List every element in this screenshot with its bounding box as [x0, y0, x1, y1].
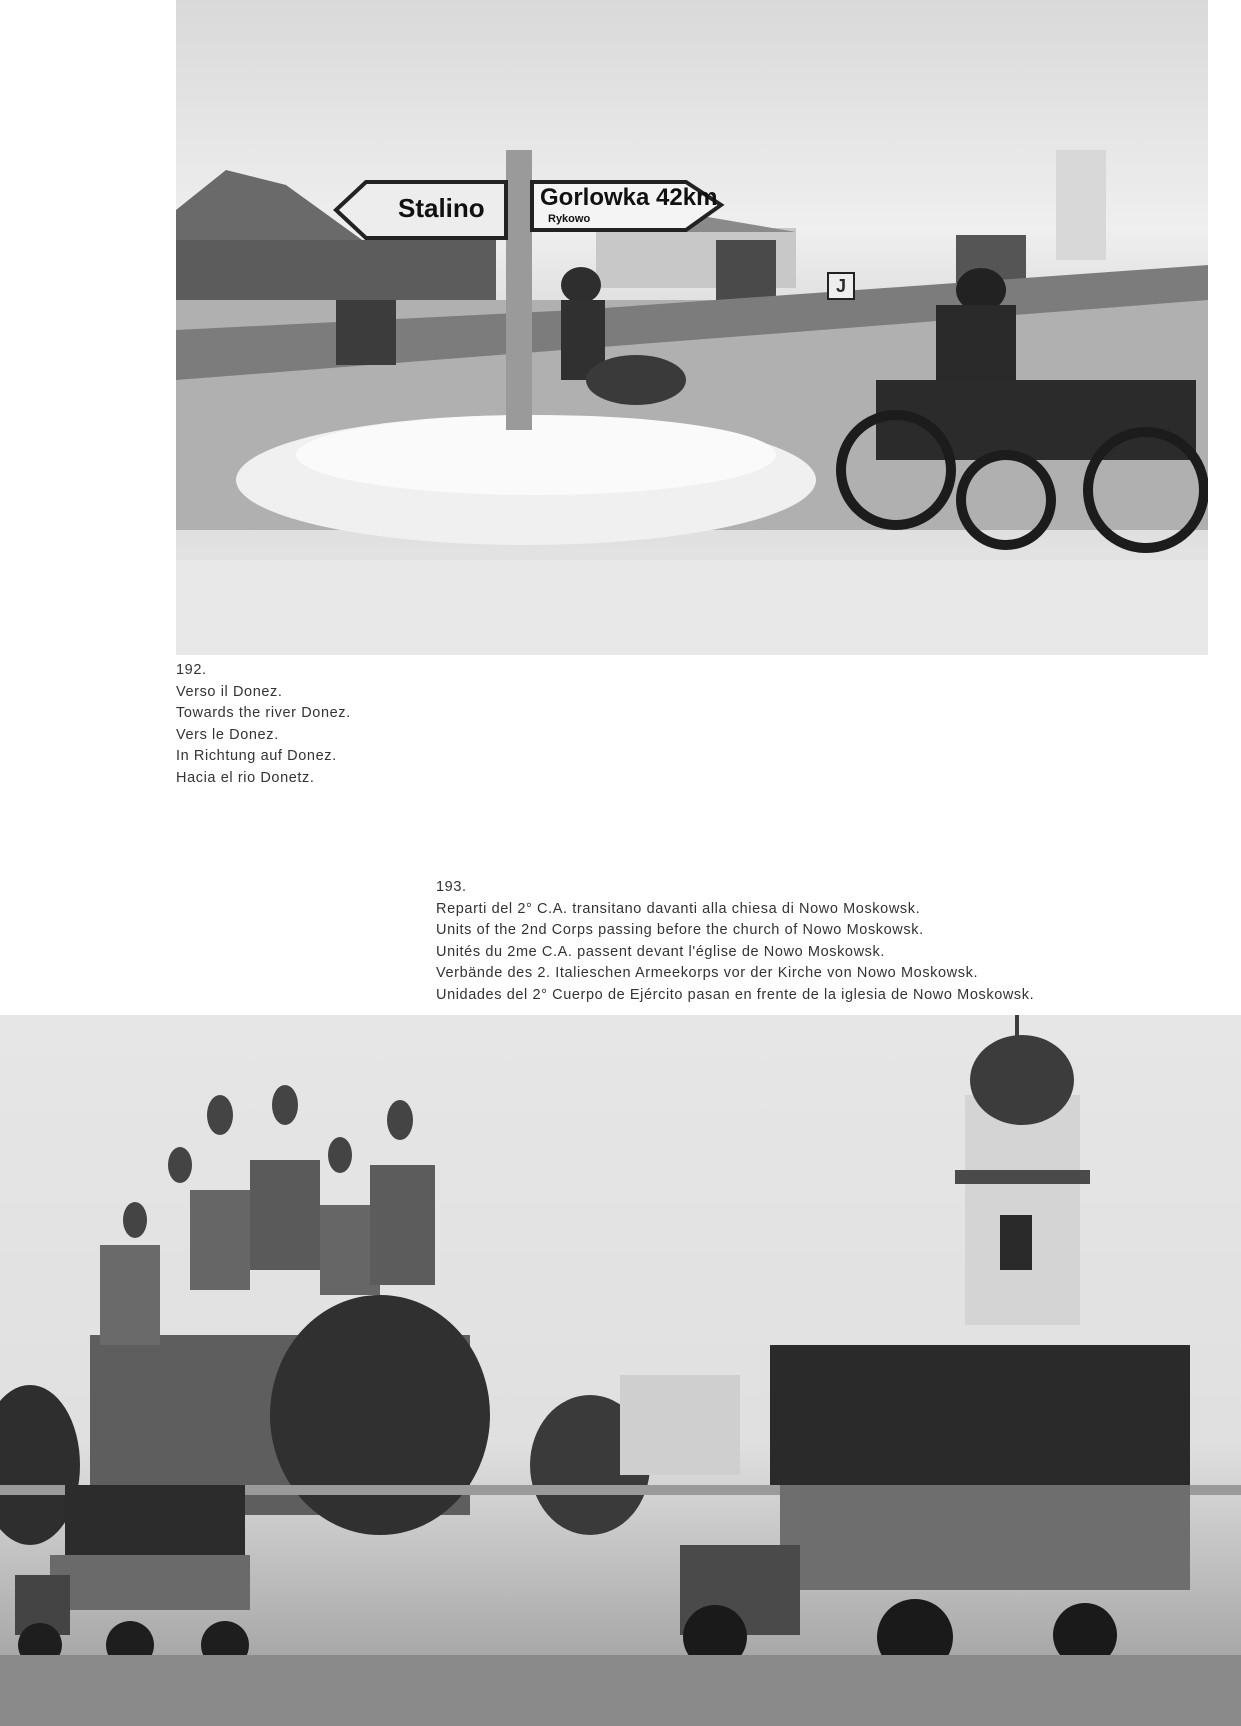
sign-gorlowka: Gorlowka 42km [540, 184, 718, 211]
photo-192-scene [176, 0, 1208, 655]
caption-line-german: In Richtung auf Donez. [176, 748, 337, 764]
caption-193 [436, 877, 1034, 1006]
caption-line-italian: Verso il Donez. [176, 683, 283, 700]
caption-number: 192. [176, 662, 207, 678]
caption-number: 193. [436, 879, 467, 895]
photo-192-crossroads [176, 0, 1208, 655]
vehicle-sign-letter: J [827, 272, 855, 300]
photo-193-church-convoy [0, 1015, 1241, 1726]
caption-line-english: Units of the 2nd Corps passing before the church of Nowo Moskowsk. [436, 922, 924, 938]
caption-line-french: Unités du 2me C.A. passent devant l'église de Nowo Moskowsk. [436, 943, 885, 960]
photo-193-scene [0, 1015, 1241, 1726]
caption-line-italian: Reparti del 2° C.A. transitano davanti alla chiesa di Nowo Moskowsk. [436, 900, 921, 917]
sign-rykowo: Rykowo [548, 213, 591, 225]
caption-line-german: Verbände des 2. Italieschen Armeekorps vor der Kirche von Nowo Moskowsk. [436, 965, 979, 981]
caption-line-french: Vers le Donez. [176, 726, 279, 743]
sign-stalino: Stalino [398, 193, 485, 223]
caption-line-spanish: Hacia el rio Donetz. [176, 769, 315, 786]
caption-line-spanish: Unidades del 2° Cuerpo de Ejército pasan en frente de la iglesia de Nowo Moskowsk. [436, 986, 1035, 1003]
caption-192 [176, 660, 351, 789]
caption-line-english: Towards the river Donez. [176, 705, 351, 721]
